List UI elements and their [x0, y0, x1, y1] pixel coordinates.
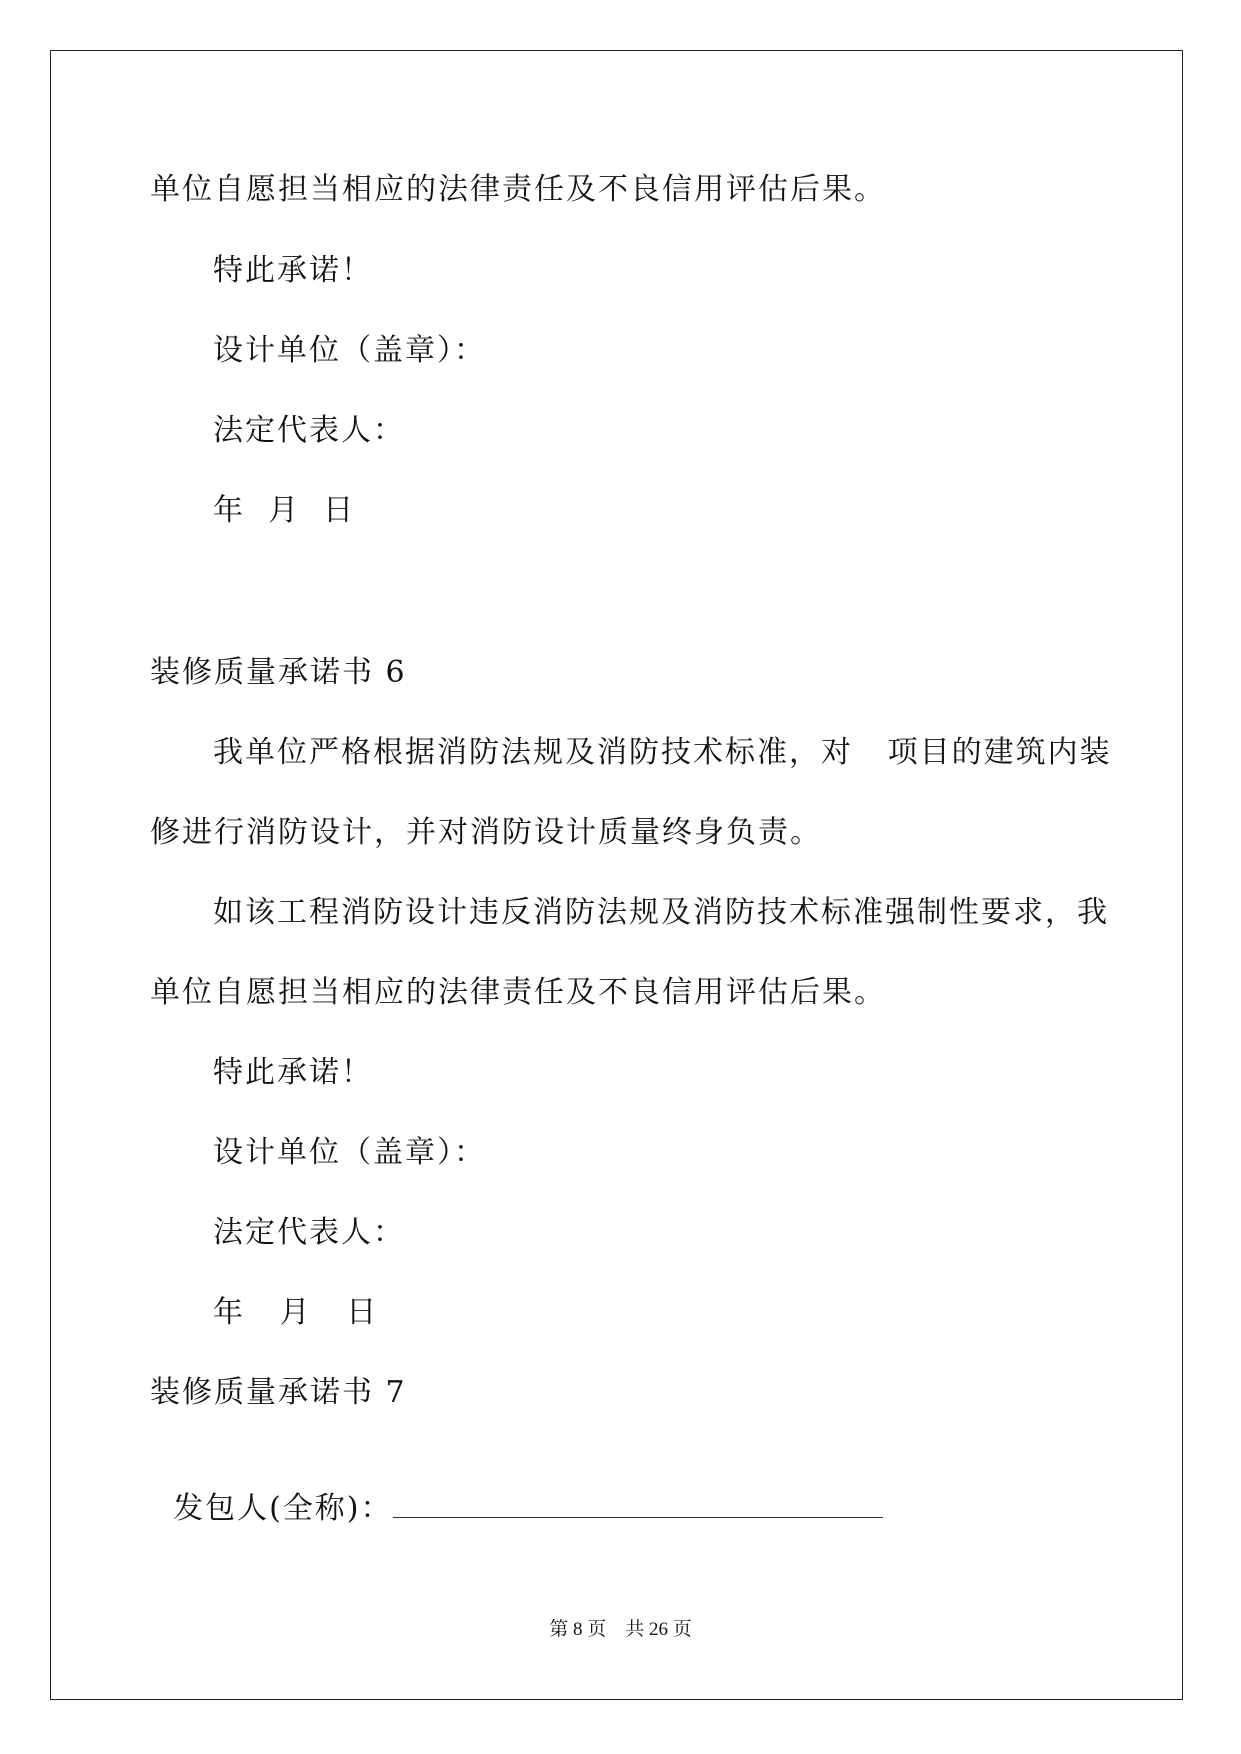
page-number: 第 8 页 [549, 1619, 607, 1640]
section-heading: 装修质量承诺书 7 [150, 1375, 407, 1410]
paragraph-line: 我单位严格根据消防法规及消防技术标准，对 项目的建筑内装 [213, 735, 1112, 770]
date-line: 年 月 日 [213, 1295, 379, 1330]
paragraph-line: 特此承诺！ [213, 1055, 373, 1090]
paragraph-line: 修进行消防设计，并对消防设计质量终身负责。 [150, 815, 822, 850]
contractor-label: 发包人(全称)： [173, 1491, 393, 1526]
paragraph-line: 单位自愿担当相应的法律责任及不良信用评估后果。 [150, 975, 886, 1010]
paragraph-line: 设计单位（盖章）： [213, 1135, 486, 1170]
page-total: 共 26 页 [625, 1619, 692, 1640]
paragraph-line: 设计单位（盖章）： [213, 333, 486, 368]
date-line: 年 月 日 [213, 493, 356, 528]
page-footer [0, 1614, 1241, 1641]
page-border [50, 50, 1183, 1700]
paragraph-line: 特此承诺！ [213, 253, 373, 288]
paragraph-line: 单位自愿担当相应的法律责任及不良信用评估后果。 [150, 172, 886, 207]
paragraph-line: 法定代表人： [213, 1215, 405, 1250]
section-heading: 装修质量承诺书 6 [150, 655, 407, 690]
fill-in-blank [393, 1493, 883, 1518]
paragraph-line: 如该工程消防设计违反消防法规及消防技术标准强制性要求，我 [213, 895, 1109, 930]
contractor-name-row [150, 1455, 883, 1527]
paragraph-line: 法定代表人： [213, 413, 405, 448]
